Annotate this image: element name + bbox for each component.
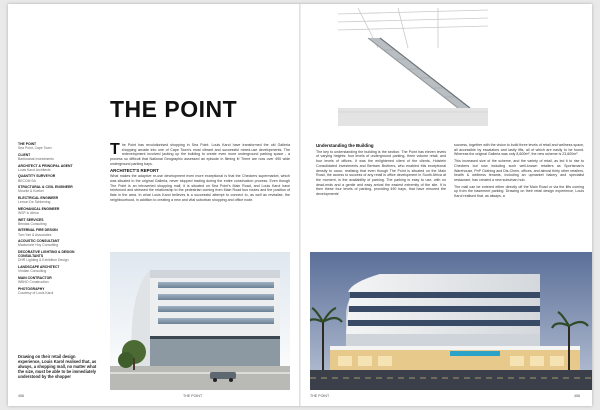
credit-role: STRUCTURAL & CIVIL ENGINEER: [18, 185, 73, 190]
credit-item: [18, 287, 100, 295]
magazine-spread: [8, 4, 592, 406]
escalator-interior-photo: [338, 8, 488, 126]
credit-item: [18, 196, 100, 204]
understanding-paragraph-4: The mall can be entered either directly off the Main Road or via the lifts coming up from the basement parking. Drawing on their retail design experience, Louis Karol realised that, as always, a: [454, 184, 584, 199]
understanding-paragraph-2: success, together with the vision to build three levels of retail and wellness space, all accessible by escalators and lastly lifts, all of which are easily to be found. Whereas the original Galleria was only 8,600m², the new scheme is 23,600m².: [454, 143, 584, 157]
credit-item: [18, 153, 100, 161]
credit-name: WBHO Construction: [18, 279, 49, 284]
credit-item: [18, 239, 100, 247]
credit-name: Mackenzie Hoy Consulting: [18, 243, 59, 248]
architects-report-heading: ARCHITECT'S REPORT: [110, 167, 159, 173]
credit-role: WET SERVICES: [18, 217, 44, 222]
credit-role: ARCHITECT & PRINCIPAL AGENT: [18, 163, 73, 168]
drop-cap: T: [110, 141, 120, 158]
credit-name: Louis Karol Architects: [18, 167, 51, 172]
understanding-column: [316, 143, 446, 201]
credit-item: [18, 228, 100, 236]
credit-name: Bartkowiak Investments: [18, 157, 54, 161]
credit-item: [18, 207, 100, 215]
continuation-column: [454, 143, 584, 201]
building-exterior-daytime-photo: [110, 252, 290, 390]
right-text-columns: [316, 143, 584, 201]
credit-item: [18, 174, 100, 182]
credit-role: PHOTOGRAPHY: [18, 286, 45, 291]
credit-role: QUANTITY SURVEYOR: [18, 174, 56, 179]
credit-role: ACOUSTIC CONSULTANT: [18, 239, 60, 244]
credit-item: [18, 142, 100, 150]
credit-role: CLIENT: [18, 152, 31, 157]
understanding-paragraph-3: This increased size of the scheme, and the variety of retail, as led it to rise to Checkers but now including such well-known retailers as Sportsman's Warehouse, PnP Clothing and Dis-Chem, offices, and almost thirty other retailers, health & wellness tenants, including an upmarket bakery and specialist restaurant, has created a new suburban hub.: [454, 159, 584, 182]
credit-role: MECHANICAL ENGINEER: [18, 206, 60, 211]
credit-name: Mouritz & Koekel: [18, 189, 44, 194]
credit-name: DHR Lighting & Exhibition Design: [18, 258, 69, 263]
credit-item: [18, 164, 100, 172]
credit-name: Bendas Consulting: [18, 221, 47, 226]
understanding-paragraph-1: The key to understanding the building is the section. The Point has eleven levels of varying heights: four levels of underground parking, three volume retail, and four levels of offices. It was the enlightened client of the clients, Holstein Consolidated Investments and Bertram Brothers, who enabled this exceptional density to occur, realising that even though The Point is situated on the Main Road, the access to success of any retail is office development in South Africa at the moment, is the availability of parking. The parking is easy to use, with no dead-ends and a gentle and easy arrival the easiest extremity of the site. It is then these four levels of parking, providing 490 bays, that have ensured the developments': [316, 149, 446, 197]
building-exterior-dusk-photo: [310, 252, 592, 390]
page-title: THE POINT: [110, 96, 238, 122]
credit-item: [18, 250, 100, 263]
credit-name: Tom Yari & Associates: [18, 232, 52, 237]
credit-item: [18, 185, 100, 193]
left-text-columns: [110, 143, 290, 204]
credit-name: BECOM SA: [18, 178, 36, 183]
report-paragraph: What makes the adaptive re-use development even more exceptional is that the Checkers supermarket, which was situated in the original Galleria, never stopped trading during the entire construction process. Even though The Point is an introverted shopping mall, it is situated on Sea Point's Main Road, and Louis Karol have reinforced and stressed the relationship to the pedestrian coming from Main Road bus routes and the position of flats in the area. In what Louis Karol believes is a successful attempt to connect to, as well as revitalise, the neighbourhood, in addition to creating a new and vital suburban shopping and office node.: [110, 174, 290, 202]
credit-role: DECORATIVE LIGHTING & DESIGN CONSULTANTS: [18, 249, 75, 259]
credit-name: WSP Ic Africa: [18, 210, 39, 215]
credit-item: [18, 265, 100, 273]
understanding-heading: Understanding the Building: [316, 143, 374, 148]
page-number-left: 456: [18, 394, 24, 398]
credit-role: INTERNAL FIRE DESIGN: [18, 228, 58, 233]
photo-caption: Drawing on their retail design experience, Louis Karol realised that, as always, a shopping mall, no matter what the size, must be able to be immediately understood by the shopper: [18, 354, 97, 379]
credit-role: LANDSCAPE ARCHITECT: [18, 264, 60, 269]
credit-name: Viridian Consulting: [18, 269, 47, 274]
credit-role: THE POINT: [18, 142, 37, 146]
intro-paragraph: The Point has revolutionised shopping in Sea Point. Louis Karol have transformed the old Galleria shopping arcade into one of Cape Town's most vibrant and successful mixed-use developments. The redevelopment involved jacking up the building to create even more underground parking space - a process so difficult that National Geographic assessed an episode in filming it! There are now over 490 wide underground parking bays.: [110, 141, 290, 166]
project-credits: [18, 142, 100, 297]
credit-role: ELECTRICAL ENGINEER: [18, 195, 59, 200]
credit-role: MAIN CONTRACTOR: [18, 275, 52, 280]
credit-name: Courtesy of Louis Karol: [18, 290, 54, 295]
page-number-right: 458: [574, 394, 580, 398]
credit-name: Sea Point, Cape Town: [18, 146, 52, 151]
credit-item: [18, 218, 100, 226]
credit-item: [18, 276, 100, 284]
page-gutter: [299, 4, 301, 406]
credit-name: Lemon De Schkening: [18, 200, 51, 205]
intro-column: [110, 143, 290, 204]
running-footer-left: THE POINT: [183, 394, 203, 398]
running-footer-right: THE POINT: [310, 394, 330, 398]
